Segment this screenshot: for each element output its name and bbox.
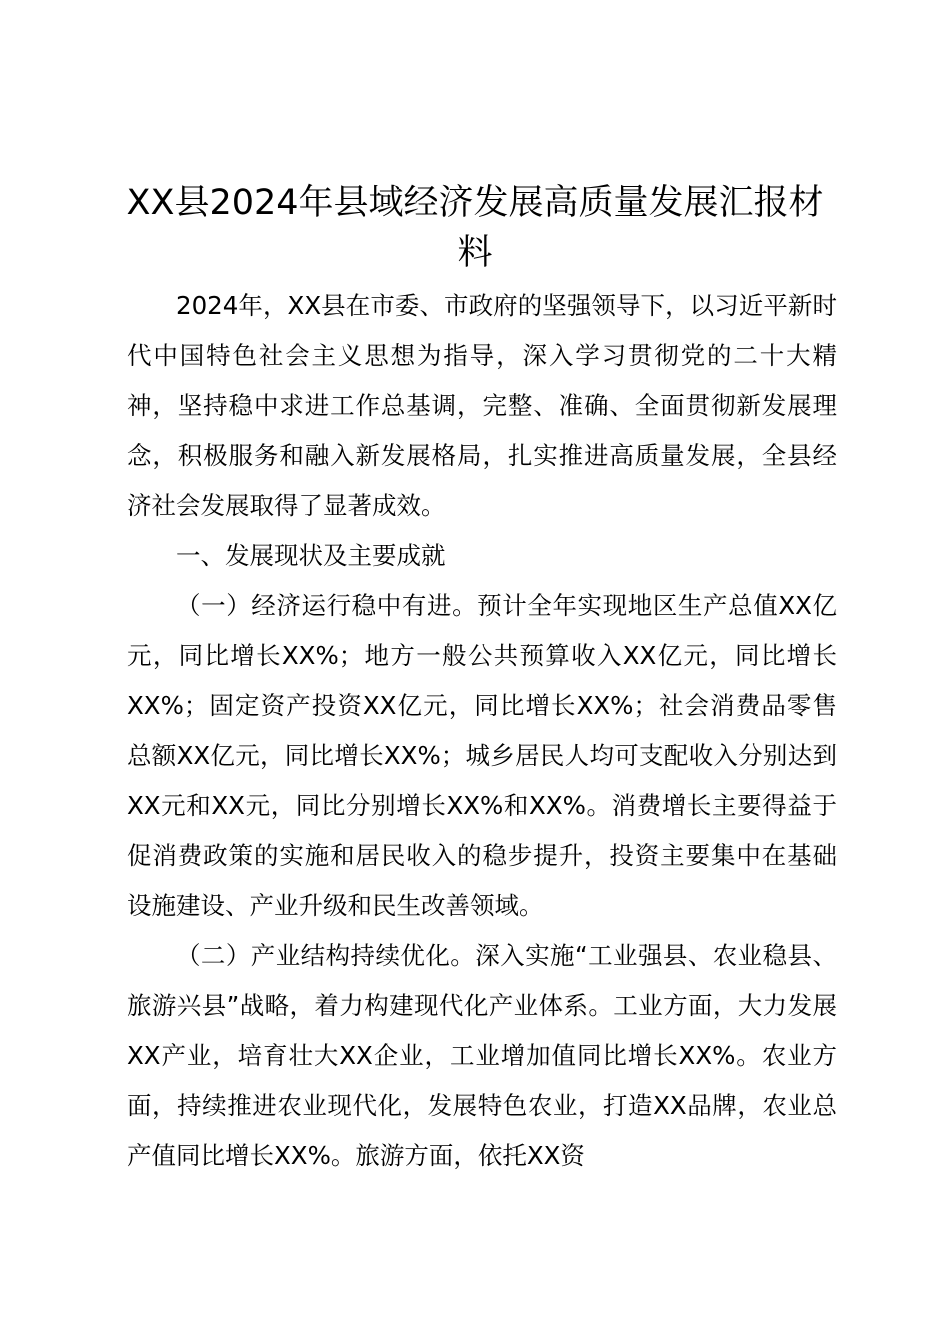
section-heading: 一、发展现状及主要成就: [176, 541, 446, 570]
intro-paragraph: 2024年，XX县在市委、市政府的坚强领导下，以习近平新时代中国特色社会主义思想为指导，深入学习贯彻党的二十大精神，坚持稳中求进工作总基调，完整、准确、全面贯彻新发展理念，积极服务和融入新发展格局，扎实推进高质量发展，全县经济社会发展取得了显著成效。: [127, 291, 837, 520]
industry-paragraph: （二）产业结构持续优化。深入实施“工业强县、农业稳县、旅游兴县”战略，着力构建现代化产业体系。工业方面，大力发展XX产业，培育壮大XX企业，工业增加值同比增长XX%。农业方面，持续推进农业现代化，发展特色农业，打造XX品牌，农业总产值同比增长XX%。旅游方面，依托XX资: [127, 941, 837, 1170]
document-body: [127, 281, 837, 1181]
document-title: XX县2024年县域经济发展高质量发展汇报材料: [126, 183, 824, 273]
economy-paragraph: （一）经济运行稳中有进。预计全年实现地区生产总值XX亿元，同比增长XX%；地方一般公共预算收入XX亿元，同比增长XX%；固定资产投资XX亿元，同比增长XX%；社会消费品零售总额XX亿元，同比增长XX%；城乡居民人均可支配收入分别达到XX元和XX元，同比分别增长XX%和XX%。消费增长主要得益于促消费政策的实施和居民收入的稳步提升，投资主要集中在基础设施建设、产业升级和民生改善领域。: [127, 591, 837, 920]
